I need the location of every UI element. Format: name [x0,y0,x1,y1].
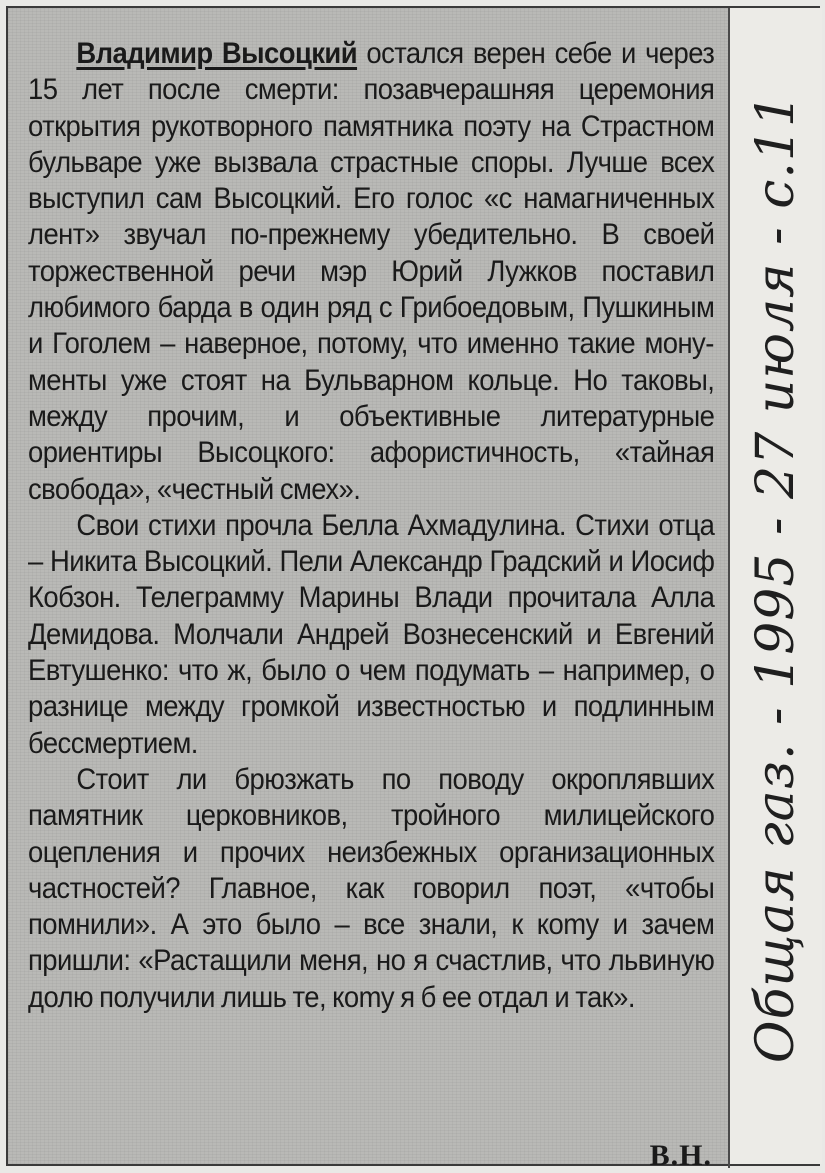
paragraph-1 [28,36,714,508]
paragraph-2: Свои стихи прочла Белла Ахмадулина. Стихи отца – Никита Высоцкий. Пели Александр Градский и Иосиф Кобзон. Телеграмму Марины Влади прочитала Алла Демидова. Молчали Андрей Вознесенский и Евгений Евтушенко: что ж, было о чем подумать – например, о разнице между громкой известностью и подлинным бессмертием. [28,508,715,760]
paragraph-3: Стоит ли брюзжать по поводу окроплявших памятник церковников, тройного милицейского оцепления и прочих неизбежных организационных частностей? Главное, как говорил поэт, «чтобы помнили». А это было – все знали, к коmу и зачем пришли: «Растащили меня, но я счастлив, что львиную долю получили лишь те, коmу я б ее отдал и так». [28,762,715,1014]
handwritten-margin [730,8,822,1164]
article-body [28,36,716,1172]
newspaper-clipping [6,6,820,1172]
author-signature: В.Н. [649,1139,712,1172]
handwritten-source-note: Общая газ. - 1995 - 27 июля - с.11 [746,92,806,1064]
paragraph-1-text: остался верен себе и через 15 лет после смерти: позавчерашняя церемония открытия рукотворного памятника поэту на Страстном бульваре уже вызвала страстные споры. Лучше всех выступил сам Высоцкий. Его голос «с намагниченных лент» звучал по-прежнему убедительно. В своей торжественной речи мэр Юрий Лужков поставил любимого барда в один ряд с Грибоедовым, Пушкиным и Гоголем – наверное, потому, что именно такие монументы уже стоят на Бульварном кольце. Но таковы, между прочим, и объективные литературные ориентиры Высоцкого: афористичность, «тайная свобода», «честный смех». [28,37,715,506]
lead-name: Владимир Высоцкий [76,37,358,70]
